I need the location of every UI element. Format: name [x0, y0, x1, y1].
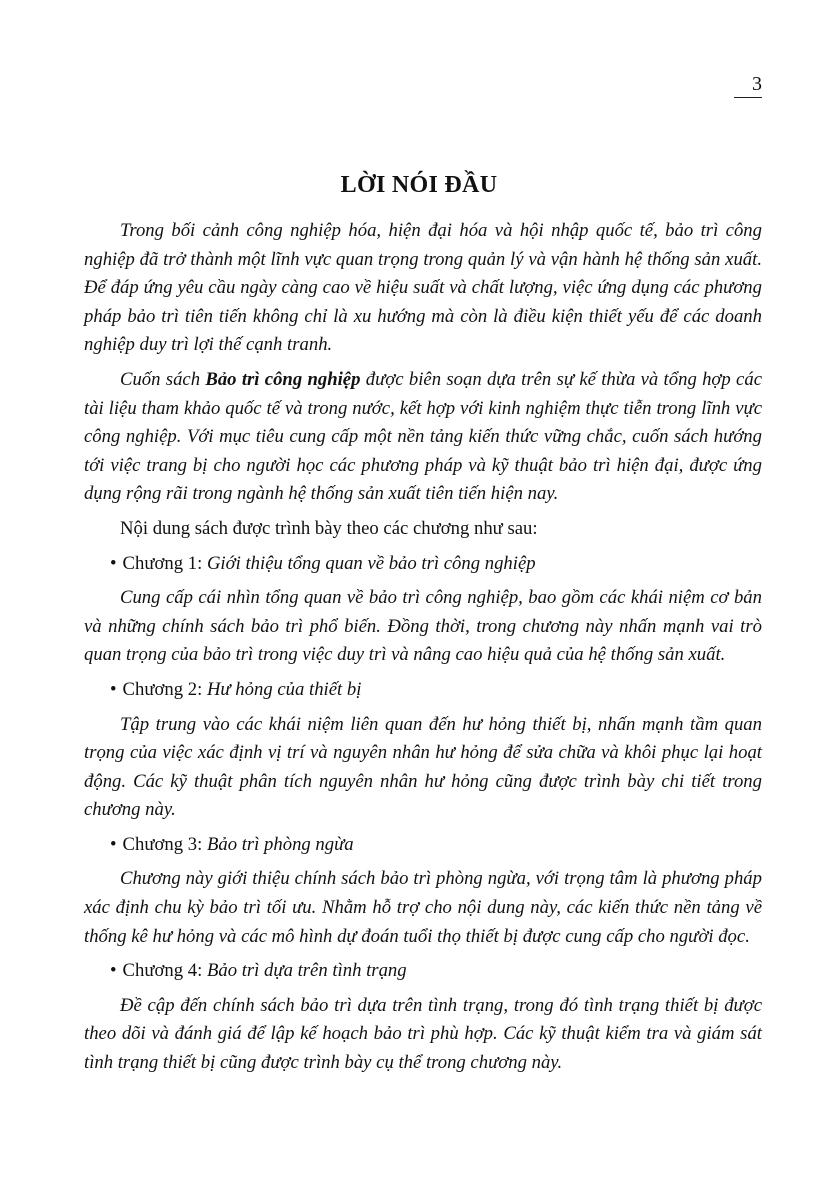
- chapter-title: Giới thiệu tổng quan về bảo trì công nghiệp: [206, 552, 536, 574]
- chapter-1-heading: [84, 550, 762, 579]
- bullet-icon: •: [110, 552, 117, 574]
- intro-paragraph: Trong bối cảnh công nghiệp hóa, hiện đại hóa và hội nhập quốc tế, bảo trì công nghiệp đã trở thành một lĩnh vực quan trọng trong quản lý và vận hành hệ thống sản xuất. Để đáp ứng yêu cầu ngày càng cao về hiệu suất và chất lượng, việc ứng dụng các phương pháp bảo trì tiên tiến không chỉ là xu hướng mà còn là điều kiện thiết yếu để các doanh nghiệp duy trì lợi thế cạnh tranh.: [84, 220, 762, 356]
- chapter-title: Bảo trì dựa trên tình trạng: [206, 960, 407, 982]
- chapter-2-description: Tập trung vào các khái niệm liên quan đến hư hỏng thiết bị, nhấn mạnh tầm quan trọng của việc xác định vị trí và nguyên nhân hư hỏng để sửa chữa và khôi phục lại hoạt động. Các kỹ thuật phân tích nguyên nhân hư hỏng cũng được trình bày chi tiết trong chương này.: [84, 713, 762, 821]
- bullet-icon: •: [110, 960, 117, 982]
- preface-body: [84, 217, 762, 1084]
- book-name: Bảo trì công nghiệp: [205, 368, 361, 390]
- chapter-3-heading: [84, 831, 762, 860]
- chapter-4-heading: [84, 957, 762, 986]
- chapter-title: Bảo trì phòng ngừa: [206, 833, 354, 855]
- chapter-label: Chương 3:: [122, 833, 207, 855]
- bullet-icon: •: [110, 678, 117, 700]
- book-text-before: Cuốn sách: [120, 368, 206, 390]
- book-paragraph: [84, 366, 762, 509]
- chapter-title: Hư hỏng của thiết bị: [206, 678, 362, 700]
- chapter-label: Chương 1:: [122, 552, 207, 574]
- contents-intro: Nội dung sách được trình bày theo các chương như sau:: [120, 517, 538, 539]
- chapter-4-description: Đề cập đến chính sách bảo trì dựa trên tình trạng, trong đó tình trạng thiết bị được theo dõi và đánh giá để lập kế hoạch bảo trì phù hợp. Các kỹ thuật kiểm tra và giám sát tình trạng thiết bị cũng được trình bày cụ thể trong chương này.: [84, 994, 762, 1074]
- chapter-label: Chương 4:: [122, 960, 207, 982]
- bullet-icon: •: [110, 833, 117, 855]
- book-text-after: được biên soạn dựa trên sự kế thừa và tổng hợp các tài liệu tham khảo quốc tế và trong nước, kết hợp với kinh nghiệm thực tiễn trong lĩnh vực công nghiệp. Với mục tiêu cung cấp một nền tảng kiến thức vững chắc, cuốn sách hướng tới việc trang bị cho người học các phương pháp và kỹ thuật bảo trì hiện đại, được ứng dụng rộng rãi trong ngành hệ thống sản xuất tiên tiến hiện nay.: [84, 368, 762, 505]
- chapter-label: Chương 2:: [122, 678, 207, 700]
- page-title: LỜI NÓI ĐẦU: [340, 172, 498, 198]
- chapter-1-description: Cung cấp cái nhìn tổng quan về bảo trì công nghiệp, bao gồm các khái niệm cơ bản và những chính sách bảo trì phổ biến. Đồng thời, trong chương này nhấn mạnh vai trò quan trọng của bảo trì trong việc duy trì và nâng cao hiệu quả của hệ thống sản xuất.: [84, 587, 762, 666]
- page-number: 3: [734, 73, 762, 98]
- chapter-3-description: Chương này giới thiệu chính sách bảo trì phòng ngừa, với trọng tâm là phương pháp xác định chu kỳ bảo trì tối ưu. Nhằm hỗ trợ cho nội dung này, các kiến thức nền tảng về thống kê hư hỏng và các mô hình dự đoán tuổi thọ thiết bị được cung cấp cho người đọc.: [84, 868, 762, 947]
- chapter-2-heading: [84, 676, 762, 705]
